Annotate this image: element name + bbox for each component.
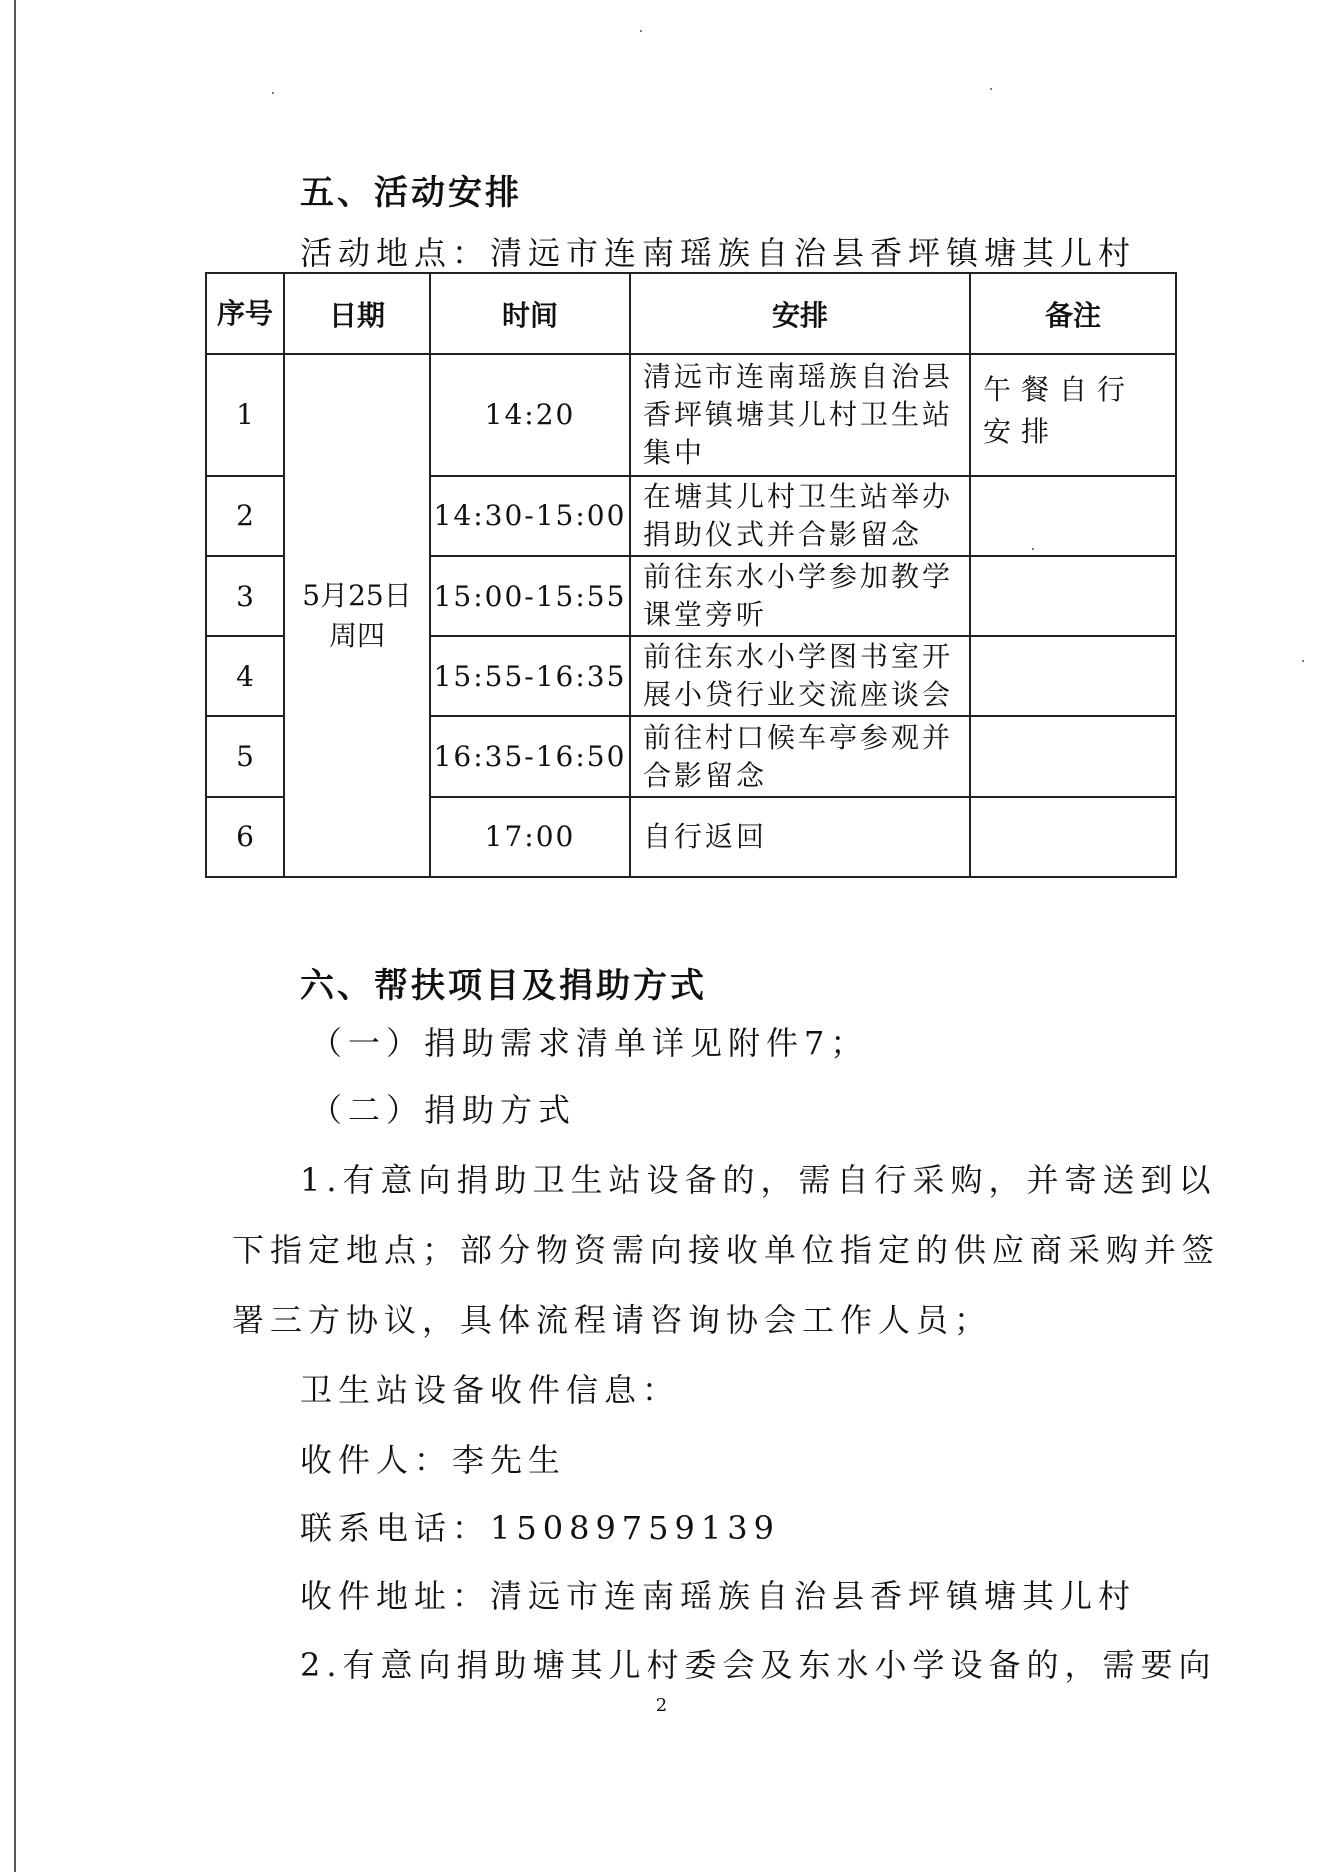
contact-phone: 联系电话：15089759139 [300, 1509, 780, 1547]
scan-speck [640, 30, 642, 32]
row-note [970, 636, 1176, 716]
row-seq: 1 [206, 354, 284, 475]
date-day: 5月25日 [302, 578, 412, 612]
row-time: 14:30-15:00 [430, 476, 630, 556]
section-5-title: 五、活动安排 [300, 173, 522, 213]
item1-line2: 下指定地点；部分物资需向接收单位指定的供应商采购并签 [232, 1231, 1221, 1269]
row-arrangement: 前往东水小学参加教学课堂旁听 [630, 556, 970, 636]
row-seq: 3 [206, 556, 284, 636]
row-arrangement: 前往东水小学图书室开展小贷行业交流座谈会 [630, 636, 970, 716]
date-cell [284, 354, 430, 877]
subsection-2: （二）捐助方式 [310, 1091, 577, 1129]
page-number: 2 [655, 1695, 668, 1716]
row-time: 15:55-16:35 [430, 636, 630, 716]
row-seq: 5 [206, 716, 284, 796]
row-note [970, 476, 1176, 556]
row-seq: 6 [206, 797, 284, 877]
row-arrangement: 自行返回 [630, 797, 970, 877]
table-row [206, 354, 1176, 475]
row-seq: 2 [206, 476, 284, 556]
header-seq-label: 序号 [216, 296, 273, 330]
row-note [970, 716, 1176, 796]
row-arrangement: 前往村口候车亭参观并合影留念 [630, 716, 970, 796]
header-seq [206, 273, 284, 354]
row-note [970, 556, 1176, 636]
row-arrangement: 清远市连南瑶族自治县香坪镇塘其儿村卫生站集中 [630, 354, 970, 475]
scan-speck [272, 92, 274, 94]
row-time: 17:00 [430, 797, 630, 877]
header-note: 备注 [970, 273, 1176, 354]
row-time: 16:35-16:50 [430, 716, 630, 796]
row-seq: 4 [206, 636, 284, 716]
subsection-1: （一）捐助需求清单详见附件7； [310, 1024, 869, 1062]
row-time: 15:00-15:55 [430, 556, 630, 636]
schedule-table [205, 272, 1177, 878]
date-weekday: 周四 [328, 618, 385, 652]
table-header-row [206, 273, 1176, 354]
row-note: 午餐自行安排 [970, 354, 1176, 475]
row-arrangement: 在塘其儿村卫生站举办捐助仪式并合影留念 [630, 476, 970, 556]
row-time: 14:20 [430, 354, 630, 475]
recipient: 收件人：李先生 [300, 1441, 567, 1479]
item1-line3: 署三方协议，具体流程请咨询协会工作人员； [232, 1301, 993, 1339]
scan-page-edge [14, 0, 16, 1872]
header-date: 日期 [284, 273, 430, 354]
header-time: 时间 [430, 273, 630, 354]
activity-location: 活动地点：清远市连南瑶族自治县香坪镇塘其儿村 [300, 234, 1137, 272]
item1-line1: 1.有意向捐助卫生站设备的，需自行采购，并寄送到以 [300, 1161, 1217, 1199]
scan-speck [990, 88, 992, 90]
receipt-info-label: 卫生站设备收件信息： [300, 1371, 681, 1409]
item2-line1: 2.有意向捐助塘其儿村委会及东水小学设备的，需要向 [300, 1646, 1217, 1684]
row-note [970, 797, 1176, 877]
receipt-address: 收件地址：清远市连南瑶族自治县香坪镇塘其儿村 [300, 1577, 1137, 1615]
section-6-title: 六、帮扶项目及捐助方式 [300, 966, 707, 1006]
scan-speck [1302, 660, 1304, 662]
header-arrangement: 安排 [630, 273, 970, 354]
